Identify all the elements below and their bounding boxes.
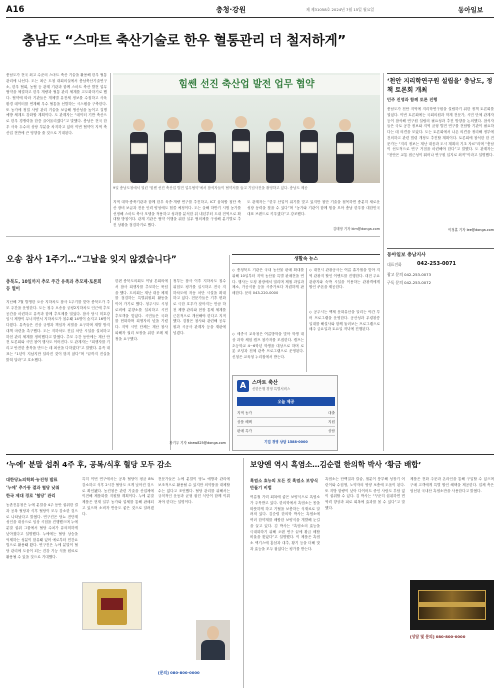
- bottom-left-sub3: 한국 제대 경로 ‘혈당’ 관리: [6, 493, 56, 498]
- bottom-divider: [243, 458, 244, 688]
- silkworm-portrait-photo: [196, 620, 230, 660]
- lead-mid-column: 지역 대학·충축기관과 함께 한우 육종·개량 연구를 추진하고, ICT 융복합 첨단 축산 장비 보급과 전문 인력 양성에도 힘쓸 예정이다. 도는 올해 하반기 시범 농가를 선정해 스마트 축사 모델을 적용하고 성과를 분석한 뒤 내년부터 도내 전역으로 확대할 방침이다. 관계 기관은 협약 이행을 위한 실무 협의체를 구성해 분기별로 추진 상황을 점검하기로 했다.: [113, 200, 241, 227]
- col-divider: [110, 73, 111, 223]
- story2-subhead: 충북도, 10일까지 추모 주간 유족과 추모제·토론회 등 열어: [6, 280, 102, 293]
- bottom-section-rule: [6, 454, 494, 455]
- lead-right-column: 도 관계자는 “한우 산업이 위기를 맞고 있지만 첨단 기술을 접목하면 충분히 새로운 성장 동력을 찾을 수 있다”며 “농가와 기관이 함께 힘을 모아 충남 한우를 대한민국 대표 브랜드로 키우겠다”고 강조했다.: [247, 200, 380, 216]
- col-divider: [112, 300, 113, 450]
- ad-row-value: 상담: [328, 429, 335, 433]
- story2-col2: 한편 충북도의회도 이날 본회의에서 참사 희생자를 추모하는 묵념을 했다. 도의회는 재난 대응 체계를 점검하는 특별위원회 활동을 이어 가기로 했다. 청주시도 시청 로비에 분향소를 설치하고 시민 추모객을 맞았다. 시민들은 국화를 헌화하며 희생자의 넋을 기렸다. 지역 시민 단체는 재난 참사 피해자 권리 보장을 위한 조례 제정을 요구했다.: [115, 279, 168, 341]
- side-top-rule: [387, 73, 494, 74]
- portrait-body: [201, 640, 225, 660]
- ad-sub: 신한은행 경영 특별서비스: [252, 387, 291, 391]
- ad-row: [237, 427, 335, 436]
- ad-row-label: 지역 농가: [237, 411, 253, 415]
- side-body: 충남도가 천안 지역에 지리학연구원을 설립하기 위한 정책 토론회를 열었다. 이번 토론회에는 국회의원과 학계 전문가, 시민 단체 관계자 등이 참석해 연구원 설립의 필요성과 추진 방향을 논의했다. 참석자들은 국토 공간 정보와 지역 균형 발전 연구를 전담할 기관이 필요하다는 데 의견을 모았다. 도는 토론회에서 나온 의견을 정리해 정부에 건의하고 관련 법령 개정도 추진할 계획이다. 토론회에 참석한 한 전문가는 “지리 정보는 재난 대응과 도시 계획의 기초 자료”라며 “충남이 선도적으로 연구 거점을 마련해야 한다”고 말했다. 도 관계자는 “천안은 교통 접근성이 뛰어나 연구원 입지로 최적”이라고 설명했다.: [387, 107, 494, 157]
- story2-body: 지난해 7월 발생한 오송 지하차도 참사 1주기를 맞아 충북도가 추모 주간을 운영한다. 도는 청주 오송읍 궁평2지하차도 인근에 추모 공간을 마련하고 유족과 함께 추모제를 열었다. 참사 당시 미호강 임시 제방이 무너지면서 지하차도가 침수돼 14명이 숨지고 16명이 다쳤다. 유족들은 진상 규명과 책임자 처벌을 요구하며 재발 방지 대책 마련을 촉구했다. 도는 지하차도 진입 차단 시설을 설치하고 하천 관리 체계를 정비했다고 밝혔다. 추모 주간 동안에는 재난 안전 토론회와 시민 참여 행사도 이어진다. 도 관계자는 “희생자를 기리고 안전한 충북을 만드는 데 최선을 다하겠다”고 말했다. 유족 대표는 “1년이 지났지만 달라진 것이 많지 않다”며 “끝까지 진실을 밝혀 달라”고 호소했다.: [6, 300, 110, 362]
- side-subhead: 민주 진영과 함께 토론 진행: [387, 97, 438, 102]
- ad-row: [237, 418, 335, 427]
- ad-logo-letter: A: [239, 381, 247, 390]
- bottom-right-headline: 보양엔 역시 흑염소…김순렬 한의학 박사 ‘황금 배합’: [250, 460, 422, 469]
- ad-right-rule: [387, 248, 494, 249]
- ad-row: [237, 409, 335, 418]
- ad-right-org: 동아일보 충남지사: [387, 253, 426, 258]
- notice-right-2: ◇ 공주시는 백제 문화유산을 알리는 야간 투어 프로그램을 운영한다. 공산성과 무령왕릉 일대를 해설사와 함께 둘러보는 프로그램으로 매주 금요일과 토요일 저녁에 진행된다.: [309, 310, 380, 332]
- ad-right-tel-label: 대표전화: [387, 262, 402, 267]
- photo-banner: [113, 75, 380, 95]
- header-rule: [6, 17, 494, 18]
- paper-logo: 동아일보: [458, 6, 484, 14]
- page-number: A16: [6, 5, 25, 15]
- goat-product-photo: [410, 580, 494, 630]
- story2-headline: 오송 참사 1주기…“그날을 잊지 않겠습니다”: [6, 255, 177, 265]
- side-divider: [383, 73, 384, 451]
- ad-row-label: 상품 혜택: [237, 420, 253, 424]
- ad-title: 스마트 축산: [252, 380, 278, 386]
- side-box: [387, 73, 494, 243]
- side-byline: 이정훈 기자 lee@donga.com: [448, 228, 494, 232]
- bottom-left-sub1: 대한당뇨의학회·농진청 발표: [6, 477, 58, 482]
- bottom-right-body3: 제품은 전화 주문과 온라인을 통해 구입할 수 있으며 구매 고객에게 특별 할인 혜택을 제공한다. 업체 측은 엄선된 국내산 흑염소만을 사용한다고 밝혔다.: [410, 477, 494, 493]
- bottom-left-body3: 전문가들은 누에 분말이 당뇨 예방과 관리에 보조적으로 활용될 수 있지만 의약품을 대체할 수는 없다고 조언했다. 혈당 관리를 위해서는 규칙적인 운동과 균형 잡힌 식단이 함께 이뤄져야 한다는 설명이다.: [158, 477, 230, 504]
- ad-right-box: [387, 248, 494, 451]
- ad-logo: [237, 380, 249, 392]
- ad-right-tel-sub: 구독 문의 042-253-0072: [387, 280, 431, 285]
- ad-right-tel-ad: 광고 문의 042-253-0073: [387, 272, 431, 277]
- story2-byline: 장기우 기자 straw825@donga.com: [169, 441, 226, 445]
- ad-row-value: 지원: [328, 420, 335, 424]
- notice-body-1: ◇ 충청북도 기관은 국내 농산물 판매 확대를 위해 10일부터 지역 농산물 특별 판매전을 연다. 행사는 도청 광장에서 열리며 제철 과일과 채소, 가공식품 등을 시중가보다 저렴하게 판매한다. 문의 043-220-0000: [232, 268, 304, 295]
- ad-right-tel-main: 042-253-0071: [417, 261, 456, 267]
- ad-box: [232, 375, 338, 451]
- bottom-right-subhead: 흑염소 효능의 모든 것 흑염소 보양식 만들기 비법: [250, 478, 318, 491]
- lead-headline: 충남도 “스마트 축산기술로 한우 혈통관리 더 철저하게”: [22, 33, 346, 49]
- ad-row-value: 대출: [328, 411, 335, 415]
- edition-line: 제 제31058호 2024년 7월 15일 월요일: [306, 7, 375, 12]
- lead-photo-caption: 9일 충남도청에서 열린 ‘힘쎈 선진 축산업 발전 업무협약’에서 참석자들이 협약서를 들고 기념사진을 촬영하고 있다. 충남도 제공: [113, 186, 308, 190]
- notice-title: [232, 254, 380, 264]
- bottom-right-contact: [상담 및 문의] 080-800-0000: [410, 634, 466, 639]
- ad-tag: [237, 397, 335, 406]
- section-name: 충청·강원: [216, 6, 246, 14]
- silkworm-product-photo: [82, 582, 142, 630]
- photo-people: [113, 95, 380, 183]
- bottom-right-body2: 흑염소는 단백질과 칼슘, 철분이 풍부해 성장기 어린이와 수험생, 노약자의 영양 보충에 도움이 된다. 또 지방 함량이 낮아 다이어트 중인 사람도 부담 없이 섭취할 수 있다. 김 박사는 “꾸준히 섭취하면 면역력 향상과 피로 회복에 효과를 볼 수 있다”고 말했다.: [325, 477, 405, 510]
- ad-tag-text: 오늘 제공: [277, 399, 295, 404]
- photo-banner-text: 힘쎈 선진 축산업 발전 업무 협약: [178, 79, 315, 90]
- col-divider: [170, 279, 171, 450]
- page-header: [6, 5, 494, 17]
- bottom-left-headline: ‘누에’ 분말 섭취 4주 후, 공복/식후 혈당 모두 감소: [6, 460, 172, 469]
- col-divider: [306, 268, 307, 372]
- notice-title-text: 생활속 뉴스: [294, 257, 318, 262]
- bottom-left-contact: [문의] 080-800-0000: [158, 670, 200, 675]
- goat-product-stripe: [418, 602, 486, 607]
- ad-row-label: 판매 특가: [237, 429, 253, 433]
- portrait-head: [207, 626, 219, 640]
- ad-rows: [237, 409, 335, 436]
- story2-col3: 정부는 참사 이후 지하차도 침수 위험도 평가를 실시하고 전국 지하차도에 자동 차단 시설을 확대하고 있다. 전문가들은 기후 변화로 극한 호우가 잦아지는 만큼 하천 제방 관리와 현장 통제 체계를 근본적으로 개선해야 한다고 지적했다. 검찰은 참사와 관련해 공무원과 시공사 관계자 등을 재판에 넘겼다.: [173, 279, 226, 335]
- product-label: [101, 598, 123, 610]
- lead-byline: 김태영 기자 kim@donga.com: [332, 227, 380, 231]
- lead-photo: [113, 73, 380, 183]
- col-divider: [229, 255, 230, 451]
- side-headline: ‘천안 지리학연구원 설립을’ 충남도, 정책 토론회 개최: [387, 78, 493, 94]
- bottom-left-body2: 특히 이번 연구에서는 공복 혈당이 평균 8% 감소하고 식후 2시간 혈당도 크게 낮아진 것으로 확인됐다. 농진청은 관련 기술을 산업체에 이전해 제품화를 지원할 계획이다. 누에 분말 제품은 현재 일부 농가와 업체를 통해 판매되고 있으며 소비자 반응도 좋은 것으로 알려졌다.: [82, 477, 154, 516]
- notice-right-1: ◇ 대전시 관광공사는 여름 휴가철을 맞아 지역 관광지 할인 이벤트를 진행한다. 대전 주요 관광지와 숙박 시설을 이용하는 관광객에게 할인 쿠폰을 제공한다.: [309, 268, 380, 290]
- bottom-left-sub2: ‘누에’ 추가동 결과 혈당 낮춰: [6, 485, 60, 490]
- bottom-right-body: 여름철 기력 회복에 좋은 보양식으로 흑염소가 주목받고 있다. 한의학에서 흑염소는 몸을 따뜻하게 하고 기혈을 보충하는 식재료로 알려져 있다. 김순렬 한의학 박사는 흑염소에 여러 한약재를 배합한 보양식을 개발해 눈길을 끌고 있다. 김 박사는 “흑염소의 효능을 극대화하기 위해 오랜 연구 끝에 황금 배합 비율을 찾았다”고 설명했다. 이 제품은 흑염소 엑기스에 홍삼과 대추, 황기 등을 더해 맛과 효능을 모두 잡았다는 평가를 받는다.: [250, 495, 320, 551]
- lead-body: 충남도가 전국 최고 수준의 스마트 축산 기술을 활용해 한우 혈통 관리에 나선다. 도는 최근 도청 대회의실에서 충남축산기술연구소, 한우 협회, 농협 등 관계 기관과 함께 스마트 축산 발전 업무협약을 체결하고 한우 개량과 혈통 관리 체계를 고도화하기로 했다. 협약에 따라 기관들은 개체별 유전체 정보를 수집하고 사육 환경 데이터를 연계해 우수 혈통을 선발하는 시스템을 구축한다. 또 농가에 정밀 사양 관리 기술을 보급해 생산성을 높이고 질병 예방 체계도 강화할 계획이다. 도 관계자는 “데이터 기반 축산으로 한우 경쟁력을 한층 끌어올리겠다”고 말했다. 충남은 전국 한우 사육 두수의 상당 부분을 차지하고 있어 이번 협약이 지역 축산업 전반에 큰 영향을 줄 것으로 기대된다.: [6, 73, 107, 135]
- bottom-left-body: 농촌진흥청은 누에 분말을 4주 동안 섭취한 결과 공복 혈당과 식후 혈당이 모두 감소한 것으로 나타났다고 밝혔다. 연구진은 당뇨 전단계 성인을 대상으로 임상 시험을 진행했으며 누에 분말 섭취 그룹에서 혈당 수치가 유의미하게 낮아졌다고 설명했다. 누에에는 혈당 상승을 억제하는 성분이 함유돼 있어 예로부터 민간요법으로 활용돼 왔다. 연구진은 누에 분말이 혈당 관리에 도움이 되는 건강 기능 식품 원료로 활용될 수 있을 것으로 기대했다.: [6, 503, 78, 559]
- notice-body-2: ◇ 세종시 교육청은 여름방학을 맞아 학생 대상 과학 체험 캠프 참가자를 모집한다. 캠프는 초등학교 4~6학년 학생을 대상으로 하며 로봇 코딩과 천체 관측 프로그램으로 운영된다. 신청은 교육청 누리집에서 받는다.: [232, 332, 304, 359]
- ad-footer: 기업 경영 상담 1588-0000: [264, 440, 308, 444]
- lead-bottom-rule: [6, 236, 380, 237]
